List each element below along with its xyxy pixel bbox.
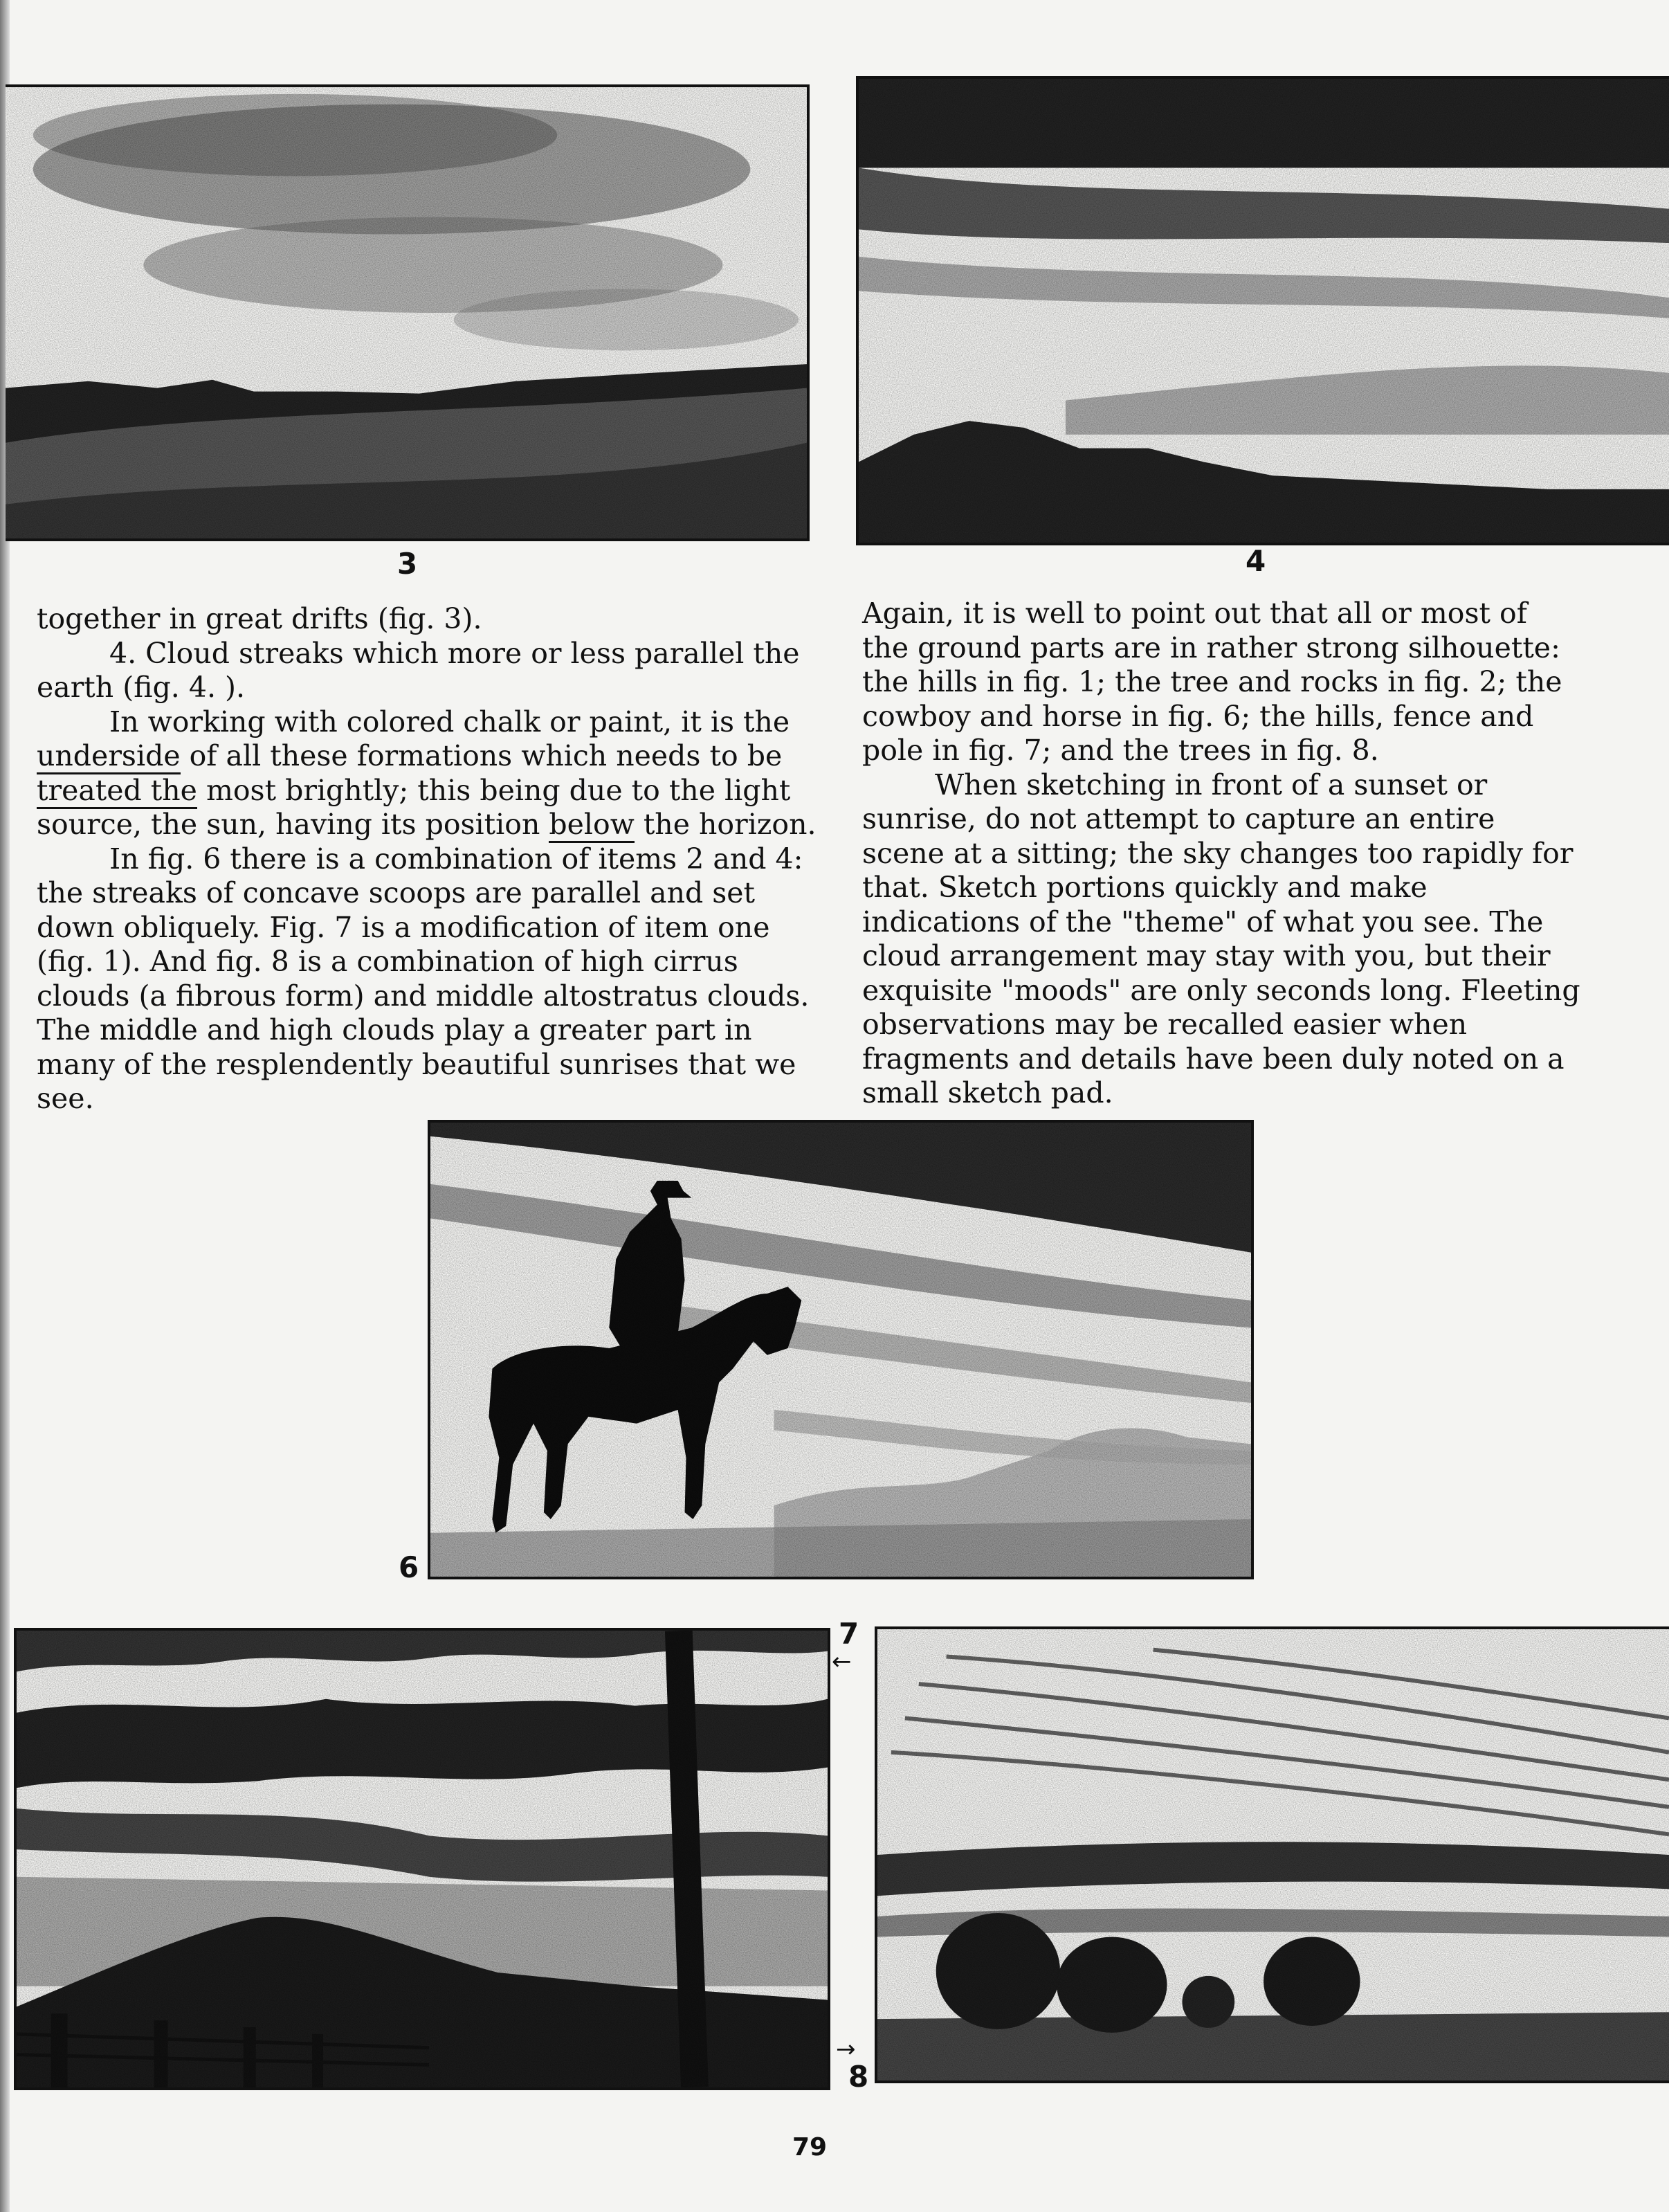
underside-text-c: most brightly; this being due to the light source, the sun, having its position [37, 773, 791, 841]
figure-7-arrow: ← [832, 1648, 852, 1676]
paragraph-fig6-description: In fig. 6 there is a combination of items 2 and 4: the streaks of concave scoops are parallel and set down obliquely. Fig. 7 is a modification of item one (fig. 1). And fig. 8 is a combination of high cirrus clouds (a fibrous form) and middle altostratus clouds. The middle and high clouds play a greater part in many of the resplendently beautiful sunrises that we see. [37, 842, 810, 1115]
figure-3-drifting-clouds [6, 84, 810, 541]
underside-emphasis: underside [37, 739, 181, 774]
right-text-column [862, 597, 1582, 1111]
figure-3-number: 3 [397, 547, 418, 581]
figure-4-cloud-streaks [856, 76, 1669, 545]
below-emphasis: below [549, 808, 634, 843]
left-text-column [37, 602, 832, 1116]
figure-6-number: 6 [399, 1550, 419, 1584]
figure-7-hills-fence-pole [14, 1628, 830, 2090]
figure-8-arrow: → [836, 2036, 856, 2063]
figure-8-number: 8 [848, 2060, 869, 2094]
figure-8-trees-cirrus [875, 1626, 1669, 2083]
paragraph-silhouette: Again, it is well to point out that all or most of the ground parts are in rather strong silhouette: the hills in fig. 1; the tree and rocks in fig. 2; the cowboy and horse in fig. 6; the hills, fence and pole in fig. 7; and the trees in fig. 8. [862, 597, 1562, 767]
paragraph-item-4: 4. Cloud streaks which more or less parallel the earth (fig. 4. ). [37, 636, 800, 704]
underside-text-d: the horizon. [634, 808, 817, 841]
figure-4-number: 4 [1246, 544, 1266, 578]
underside-text-a: In working with colored chalk or paint, it is the [109, 705, 790, 738]
paragraph-drifts: together in great drifts (fig. 3). [37, 602, 482, 635]
underside-text-b: of all these formations which needs to be [180, 739, 783, 772]
paragraph-sketching-tips: When sketching in front of a sunset or sunrise, do not attempt to capture an entire scene at a sitting; the sky changes too rapidly for that. Sketch portions quickly and make indications of the "theme" of what you see. The cloud arrangement may stay with you, but their exquisite "moods" are only seconds long. Fleeting observations may be recalled easier when fragments and details have been duly noted on a small sketch pad. [862, 768, 1580, 1109]
figure-7-number: 7 [839, 1617, 859, 1651]
figure-6-cowboy-silhouette [428, 1120, 1254, 1579]
page-number: 79 [792, 2133, 828, 2161]
treated-emphasis: treated the [37, 774, 197, 809]
paragraph-underside [37, 705, 832, 842]
